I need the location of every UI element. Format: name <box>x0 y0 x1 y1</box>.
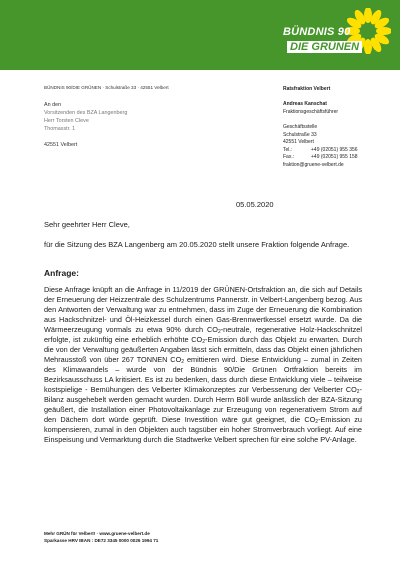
footer <box>44 530 158 544</box>
footer-bank: Sparkasse HRV IBAN : DE72 3345 0000 0026 1994 71 <box>44 538 159 543</box>
logo-line-2: DIE GRÜNEN <box>287 41 362 53</box>
fax-value: +49 (02051) 955 158 <box>311 154 358 161</box>
body-paragraph: Diese Anfrage knüpft an die Anfrage in 11/2019 der GRÜNEN-Ortsfraktion an, die sich auf Details der Erneuerung der Heizzentrale des Schulzentrums Pannerstr. in Velbert-Langenberg bezog. Aus den Antworten der Verwaltung war zu entnehmen, dass im Zuge der Erneuerung die Kombination aus Hackschnitzel- und Öl-Heizkessel durch einen Gas-Brennwertkessel ersetzt wurde. Da die Wärmeerzeugung vormals zu etwa 90% durch $CO_2$-neutrale, regenerative Holz-Hackschnitzel erfolgte, ist zukünftig eine erheblich erhöhte $CO_2$-Emission durch das Objekt zu erwarten. Durch die von der Verwaltung geäußerten Angaben lässt sich ermitteln, dass das Objekt einen jährlichen Mehrausstoß von über 267 TONNEN $CO_2$ emittieren wird. Diese Entwicklung – zumal in Zeiten des Klimawandels – wurde von der Bündnis 90/Die Grünen Ortfraktion bereits im Bezirksausschuss LA kritisiert. Es ist zu bedenken, dass durch diese Entwicklung viele – teilweise kostspielige - Bemühungen des Velberter Klimakonzeptes zur Verbesserung der Velberter $CO_2$-Bilanz ausgehebelt werden gemacht wurden. Durch Herrn Böll wurde anlässlich der BZA-Sitzung geäußert, die Installation einer Photovoltaikanlage zur Erzeugung von regenerativem Strom auf den Dächern dort würde geprüft. Diese Investition wäre gut geeignet, die $CO_2$-Emission zu kompensieren, zumal in den Objekten auch tagsüber ein hoher Stromverbrauch vorliegt. Auf eine Einspeisung und Vermarktung durch die Stadtwerke Velbert sprechen für eine solche PV-Anlage. <box>44 285 362 444</box>
recipient-line: Herr Torsten Cleve <box>44 118 89 124</box>
phone-value: +49 (02051) 955 356 <box>311 146 358 153</box>
phone-label: Tel.: <box>283 146 293 153</box>
office-city: 42551 Velbert <box>283 139 314 146</box>
recipient-address <box>44 101 127 149</box>
fax-label: Fax.: <box>283 154 295 161</box>
fax-row <box>283 154 358 162</box>
logo-line-1: BÜNDNIS 90 <box>283 26 351 38</box>
sender-return-line: BÜNDNIS 90/DIE GRÜNEN · Schulstraße 33 · 42551 Velbert <box>44 85 169 90</box>
footer-website: Mehr GRÜN für Velbert! · www.gruene-velbert.de <box>44 531 150 536</box>
contact-role: Fraktionsgeschäftsführer <box>283 108 339 115</box>
recipient-line: An den <box>44 102 62 108</box>
sender-info-sidebar <box>283 86 358 170</box>
inquiry-heading: Anfrage: <box>44 268 79 278</box>
intro-paragraph: für die Sitzung des BZA Langenberg am 20.05.2020 stellt unsere Fraktion folgende Anfrage. <box>44 240 350 249</box>
recipient-city: 42551 Velbert <box>44 142 78 148</box>
recipient-line: Vorsitzenden des BZA Langenberg <box>44 110 128 116</box>
party-logo <box>283 8 393 68</box>
office-label: Geschäftsstelle <box>283 123 318 130</box>
office-street: Schulstraße 33 <box>283 131 317 138</box>
org-name: Ratsfraktion Velbert <box>283 86 331 92</box>
letter-date: 05.05.2020 <box>236 200 274 209</box>
recipient-line: Thomasstr. 1 <box>44 126 76 132</box>
salutation: Sehr geehrter Herr Cleve, <box>44 220 130 229</box>
email-link[interactable]: fraktion@gruene-velbert.de <box>283 161 344 168</box>
phone-row <box>283 147 358 155</box>
contact-name: Andreas Kanschat <box>283 101 327 108</box>
